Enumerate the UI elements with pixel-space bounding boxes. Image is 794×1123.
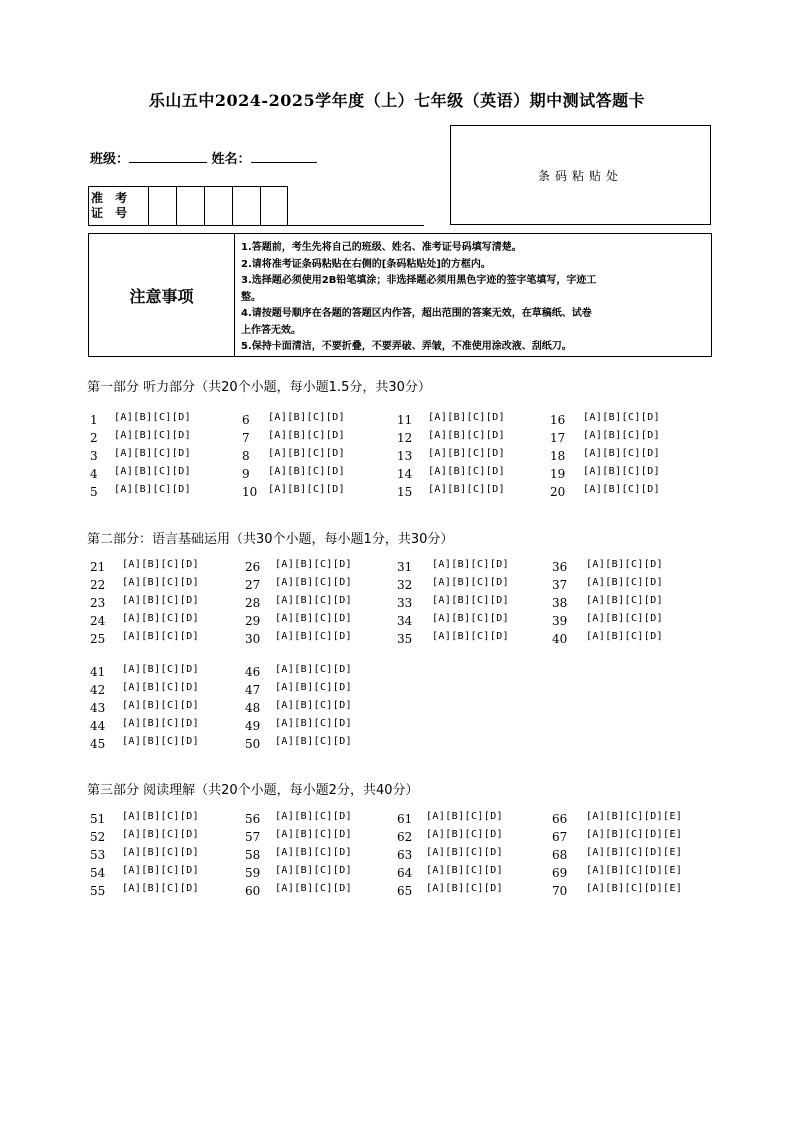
question-number: 70: [552, 884, 568, 898]
answer-options[interactable]: [A][B][C][D]: [275, 700, 353, 711]
answer-options[interactable]: [A][B][C][D]: [275, 811, 353, 822]
question-number: 50: [245, 737, 261, 751]
answer-options[interactable]: [A][B][C][D]: [122, 847, 200, 858]
page-title: 乐山五中2024-2025学年度（上）七年级（英语）期中测试答题卡: [148, 91, 646, 110]
question-number: 36: [552, 560, 568, 574]
question-number: 23: [90, 596, 106, 610]
answer-options[interactable]: [A][B][C][D][E]: [586, 847, 683, 858]
class-field[interactable]: [129, 150, 207, 163]
question-number: 1: [90, 413, 98, 427]
answer-options[interactable]: [A][B][C][D]: [122, 718, 200, 729]
question-number: 42: [90, 683, 106, 697]
answer-options[interactable]: [A][B][C][D]: [586, 577, 664, 588]
answer-options[interactable]: [A][B][C][D]: [122, 631, 200, 642]
notice-line: 1.答题前，考生先将自己的班级、姓名、准考证号码填写清楚。: [241, 242, 522, 253]
question-number: 31: [397, 560, 413, 574]
question-number: 6: [242, 413, 250, 427]
question-number: 16: [550, 413, 566, 427]
question-number: 66: [552, 812, 568, 826]
question-number: 24: [90, 614, 106, 628]
question-number: 22: [90, 578, 106, 592]
question-number: 3: [90, 449, 98, 463]
question-number: 29: [245, 614, 261, 628]
answer-options[interactable]: [A][B][C][D]: [268, 412, 346, 423]
question-number: 51: [90, 812, 106, 826]
question-number: 26: [245, 560, 261, 574]
notice-heading: 注意事项: [89, 234, 235, 356]
answer-options[interactable]: [A][B][C][D]: [275, 865, 353, 876]
name-field[interactable]: [251, 150, 317, 163]
question-number: 39: [552, 614, 568, 628]
question-number: 38: [552, 596, 568, 610]
answer-options[interactable]: [A][B][C][D]: [432, 631, 510, 642]
question-number: 45: [90, 737, 106, 751]
answer-options[interactable]: [A][B][C][D]: [583, 448, 661, 459]
answer-options[interactable]: [A][B][C][D]: [114, 466, 192, 477]
question-number: 64: [397, 866, 413, 880]
answer-options[interactable]: [A][B][C][D]: [428, 430, 506, 441]
answer-options[interactable]: [A][B][C][D]: [122, 577, 200, 588]
question-number: 55: [90, 884, 106, 898]
question-number: 32: [397, 578, 413, 592]
exam-id-box: [88, 186, 288, 226]
exam-id-label-line2: 证 号: [91, 206, 132, 220]
barcode-area: [450, 125, 711, 225]
question-number: 17: [550, 431, 566, 445]
question-number: 47: [245, 683, 261, 697]
exam-id-digit-cell[interactable]: [204, 187, 232, 225]
notice-line: 整。: [241, 291, 261, 303]
answer-options[interactable]: [A][B][C][D]: [428, 466, 506, 477]
answer-options[interactable]: [A][B][C][D]: [275, 577, 353, 588]
answer-options[interactable]: [A][B][C][D]: [275, 829, 353, 840]
question-number: 56: [245, 812, 261, 826]
question-number: 44: [90, 719, 106, 733]
question-number: 40: [552, 632, 568, 646]
question-number: 58: [245, 848, 261, 862]
notice-line: 2.请将准考证条码粘贴在右侧的[条码粘贴处]的方框内。: [241, 258, 491, 270]
answer-options[interactable]: [A][B][C][D]: [114, 484, 192, 495]
answer-options[interactable]: [A][B][C][D]: [122, 682, 200, 693]
question-number: 8: [242, 449, 250, 463]
answer-options[interactable]: [A][B][C][D]: [428, 448, 506, 459]
answer-options[interactable]: [A][B][C][D]: [122, 736, 200, 747]
answer-options[interactable]: [A][B][C][D]: [275, 682, 353, 693]
answer-options[interactable]: [A][B][C][D]: [583, 466, 661, 477]
answer-options[interactable]: [A][B][C][D]: [122, 595, 200, 606]
exam-id-digit-cell[interactable]: [260, 187, 288, 225]
answer-options[interactable]: [A][B][C][D]: [426, 865, 504, 876]
answer-options[interactable]: [A][B][C][D]: [275, 883, 353, 894]
question-number: 67: [552, 830, 568, 844]
answer-options[interactable]: [A][B][C][D]: [275, 595, 353, 606]
question-number: 53: [90, 848, 106, 862]
question-number: 25: [90, 632, 106, 646]
answer-options[interactable]: [A][B][C][D][E]: [586, 883, 683, 894]
question-number: 59: [245, 866, 261, 880]
question-number: 69: [552, 866, 568, 880]
question-number: 15: [397, 485, 413, 499]
class-label: 班级：: [90, 152, 130, 167]
answer-options[interactable]: [A][B][C][D]: [122, 865, 200, 876]
answer-options[interactable]: [A][B][C][D]: [275, 847, 353, 858]
exam-id-underline: [286, 225, 424, 226]
answer-options[interactable]: [A][B][C][D]: [122, 883, 200, 894]
question-number: 68: [552, 848, 568, 862]
question-number: 43: [90, 701, 106, 715]
question-number: 28: [245, 596, 261, 610]
answer-options[interactable]: [A][B][C][D]: [114, 448, 192, 459]
question-number: 2: [90, 431, 98, 445]
answer-options[interactable]: [A][B][C][D]: [268, 448, 346, 459]
answer-options[interactable]: [A][B][C][D]: [583, 430, 661, 441]
answer-options[interactable]: [A][B][C][D]: [275, 736, 353, 747]
question-number: 41: [90, 665, 106, 679]
question-number: 49: [245, 719, 261, 733]
notice-line: 3.选择题必须使用2B铅笔填涂；非选择题必须用黑色字迹的签字笔填写，字迹工: [241, 275, 597, 286]
question-number: 35: [397, 632, 413, 646]
question-number: 19: [550, 467, 566, 481]
question-number: 11: [397, 413, 413, 427]
question-number: 20: [550, 485, 566, 499]
question-number: 65: [397, 884, 413, 898]
question-number: 12: [397, 431, 413, 445]
answer-options[interactable]: [A][B][C][D]: [432, 595, 510, 606]
answer-options[interactable]: [A][B][C][D]: [114, 430, 192, 441]
answer-options[interactable]: [A][B][C][D]: [432, 577, 510, 588]
answer-options[interactable]: [A][B][C][D]: [426, 829, 504, 840]
answer-options[interactable]: [A][B][C][D]: [583, 412, 661, 423]
answer-options[interactable]: [A][B][C][D]: [426, 811, 504, 822]
question-number: 62: [397, 830, 413, 844]
answer-options[interactable]: [A][B][C][D]: [586, 613, 664, 624]
question-number: 13: [397, 449, 413, 463]
answer-options[interactable]: [A][B][C][D]: [122, 613, 200, 624]
notice-box: [88, 233, 712, 357]
barcode-label: 条码粘贴处: [537, 168, 623, 183]
question-number: 52: [90, 830, 106, 844]
question-number: 57: [245, 830, 261, 844]
question-number: 9: [242, 467, 250, 481]
question-number: 63: [397, 848, 413, 862]
answer-options[interactable]: [A][B][C][D]: [275, 718, 353, 729]
question-number: 27: [245, 578, 261, 592]
answer-options[interactable]: [A][B][C][D]: [122, 829, 200, 840]
question-number: 60: [245, 884, 261, 898]
notice-items: [241, 240, 794, 356]
exam-id-label: [89, 187, 148, 225]
question-number: 18: [550, 449, 566, 463]
question-number: 61: [397, 812, 413, 826]
answer-options[interactable]: [A][B][C][D][E]: [586, 811, 683, 822]
answer-options[interactable]: [A][B][C][D]: [426, 847, 504, 858]
answer-options[interactable]: [A][B][C][D][E]: [586, 865, 683, 876]
answer-options[interactable]: [A][B][C][D]: [586, 595, 664, 606]
answer-options[interactable]: [A][B][C][D][E]: [586, 829, 683, 840]
question-number: 14: [397, 467, 413, 481]
answer-options[interactable]: [A][B][C][D]: [268, 484, 346, 495]
answer-options[interactable]: [A][B][C][D]: [122, 811, 200, 822]
answer-options[interactable]: [A][B][C][D]: [583, 484, 661, 495]
answer-options[interactable]: [A][B][C][D]: [122, 700, 200, 711]
question-number: 34: [397, 614, 413, 628]
exam-id-digit-cell[interactable]: [148, 187, 176, 225]
question-number: 7: [242, 431, 250, 445]
notice-line: 5.保持卡面清洁，不要折叠，不要弄破、弄皱，不准使用涂改液、刮纸刀。: [241, 341, 572, 352]
answer-options[interactable]: [A][B][C][D]: [432, 559, 510, 570]
question-number: 10: [242, 485, 258, 499]
exam-id-digit-cell[interactable]: [232, 187, 260, 225]
question-number: 37: [552, 578, 568, 592]
answer-options[interactable]: [A][B][C][D]: [268, 430, 346, 441]
name-label: 姓名：: [211, 152, 251, 167]
question-number: 54: [90, 866, 106, 880]
question-number: 5: [90, 485, 98, 499]
answer-options[interactable]: [A][B][C][D]: [275, 613, 353, 624]
class-name-line: [90, 148, 317, 167]
question-number: 33: [397, 596, 413, 610]
notice-line: 上作答无效。: [241, 324, 301, 336]
question-number: 4: [90, 467, 98, 481]
exam-id-label-line1: 准 考: [91, 191, 132, 205]
answer-options[interactable]: [A][B][C][D]: [268, 466, 346, 477]
question-number: 30: [245, 632, 261, 646]
answer-options[interactable]: [A][B][C][D]: [586, 631, 664, 642]
answer-options[interactable]: [A][B][C][D]: [275, 631, 353, 642]
answer-options[interactable]: [A][B][C][D]: [122, 559, 200, 570]
answer-options[interactable]: [A][B][C][D]: [428, 412, 506, 423]
section-2-title: 第二部分：语言基础运用（共30个小题，每小题1分，共30分）: [87, 532, 454, 547]
question-number: 48: [245, 701, 261, 715]
section-3-title: 第三部分 阅读理解（共20个小题，每小题2分，共40分）: [87, 783, 419, 798]
notice-line: 4.请按题号顺序在各题的答题区内作答，超出范围的答案无效，在草稿纸、试卷: [241, 308, 592, 319]
answer-options[interactable]: [A][B][C][D]: [275, 664, 353, 675]
question-number: 21: [90, 560, 106, 574]
exam-id-digit-cell[interactable]: [176, 187, 204, 225]
section-1-title: 第一部分 听力部分（共20个小题，每小题1.5分，共30分）: [87, 380, 431, 395]
answer-options[interactable]: [A][B][C][D]: [275, 559, 353, 570]
answer-options[interactable]: [A][B][C][D]: [122, 664, 200, 675]
answer-options[interactable]: [A][B][C][D]: [426, 883, 504, 894]
answer-options[interactable]: [A][B][C][D]: [432, 613, 510, 624]
answer-options[interactable]: [A][B][C][D]: [114, 412, 192, 423]
answer-options[interactable]: [A][B][C][D]: [586, 559, 664, 570]
answer-options[interactable]: [A][B][C][D]: [428, 484, 506, 495]
question-number: 46: [245, 665, 261, 679]
